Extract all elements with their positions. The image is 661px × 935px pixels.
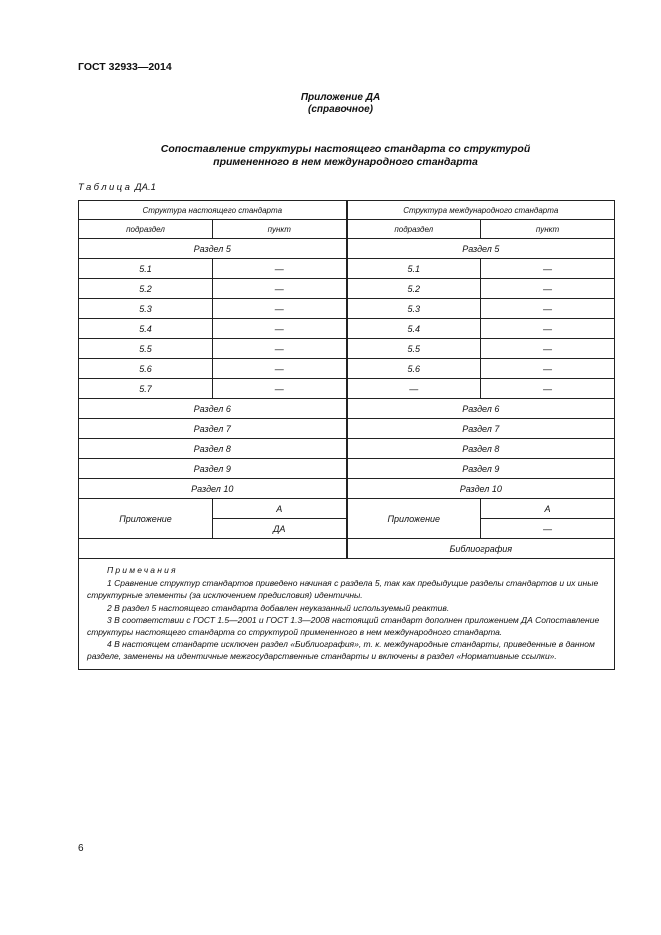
table-cell: А xyxy=(213,499,347,519)
table-cell: — xyxy=(213,299,347,319)
table-header-row xyxy=(79,201,615,220)
table-cell: — xyxy=(481,379,615,399)
table-cell: 5.3 xyxy=(79,299,213,319)
table-cell: — xyxy=(213,339,347,359)
table-cell: Раздел 6 xyxy=(347,399,615,419)
annex-title xyxy=(0,92,661,116)
subcol-subsection: подраздел xyxy=(79,220,213,239)
appendix-label-right: Приложение xyxy=(347,499,481,539)
title-line-1: Сопоставление структуры настоящего стандарта со структурой xyxy=(160,143,531,155)
comparison-table xyxy=(78,200,615,670)
table-cell: 5.2 xyxy=(79,279,213,299)
table-cell: — xyxy=(213,379,347,399)
col-group-international: Структура международного стандарта xyxy=(347,201,615,220)
note-item: 4 В настоящем стандарте исключен раздел «Библиография», т. к. международные стандарты, приведенные в данном разделе, заменены на идентичные межгосударственные стандарты и включены в раздел «Нормативные ссылки». xyxy=(87,639,595,662)
note-item: 1 Сравнение структур стандартов приведено начиная с раздела 5, так как предыдущие разделы стандартов и их иные структурные элементы (за исключением предисловия) идентичны. xyxy=(87,578,599,601)
table-row xyxy=(79,319,615,339)
table-cell: — xyxy=(481,319,615,339)
title-line-2: примененного в нем международного стандарта xyxy=(213,156,478,168)
table-row xyxy=(79,339,615,359)
notes-heading: Примечания xyxy=(107,565,178,575)
table-cell: Раздел 10 xyxy=(79,479,347,499)
table-caption xyxy=(78,182,156,193)
table-cell: — xyxy=(481,339,615,359)
table-row-section-5 xyxy=(79,239,615,259)
table-row-appendix xyxy=(79,499,615,519)
note-item: 2 В раздел 5 настоящего стандарта добавлен неуказанный используемый реактив. xyxy=(107,602,450,613)
table-cell: Раздел 10 xyxy=(347,479,615,499)
table-cell: 5.4 xyxy=(347,319,481,339)
table-cell: — xyxy=(213,359,347,379)
table-row-bibliography xyxy=(79,539,615,559)
table-cell: 5.1 xyxy=(347,259,481,279)
table-caption-word: Таблица xyxy=(78,182,133,193)
table-row xyxy=(79,359,615,379)
table-row-section xyxy=(79,439,615,459)
subcol-clause: пункт xyxy=(213,220,347,239)
page-number: 6 xyxy=(78,843,84,854)
table-cell: Библиография xyxy=(347,539,615,559)
document-header: ГОСТ 32933—2014 xyxy=(78,61,172,73)
table-cell: Раздел 6 xyxy=(79,399,347,419)
table-cell: — xyxy=(213,319,347,339)
table-row-section xyxy=(79,399,615,419)
table-cell: — xyxy=(481,259,615,279)
table-cell: — xyxy=(347,379,481,399)
table-cell: — xyxy=(481,279,615,299)
table-cell: 5.6 xyxy=(347,359,481,379)
table-cell: ДА xyxy=(213,519,347,539)
table-row xyxy=(79,259,615,279)
table-cell: Раздел 5 xyxy=(79,239,347,259)
table-cell: 5.5 xyxy=(79,339,213,359)
table-subheader-row xyxy=(79,220,615,239)
table-cell: 5.4 xyxy=(79,319,213,339)
table-cell: 5.5 xyxy=(347,339,481,359)
table-row xyxy=(79,379,615,399)
table-row-section xyxy=(79,479,615,499)
table-cell: А xyxy=(481,499,615,519)
annex-name: Приложение ДА xyxy=(300,92,381,103)
table-row xyxy=(79,279,615,299)
table-cell: Раздел 5 xyxy=(347,239,615,259)
table-row-section xyxy=(79,419,615,439)
table-cell: 5.6 xyxy=(79,359,213,379)
subcol-clause: пункт xyxy=(481,220,615,239)
table-cell: 5.3 xyxy=(347,299,481,319)
table-cell: 5.1 xyxy=(79,259,213,279)
notes-cell xyxy=(79,559,615,670)
table-notes-row xyxy=(79,559,615,670)
table-cell: — xyxy=(213,259,347,279)
table-cell: 5.2 xyxy=(347,279,481,299)
table-cell: — xyxy=(481,519,615,539)
table-cell: Раздел 8 xyxy=(347,439,615,459)
table-cell: Раздел 8 xyxy=(79,439,347,459)
table-cell: — xyxy=(481,359,615,379)
table-row-section xyxy=(79,459,615,479)
page-title xyxy=(0,143,661,169)
table-cell: Раздел 9 xyxy=(347,459,615,479)
table-cell: 5.7 xyxy=(79,379,213,399)
annex-type: (справочное) xyxy=(308,104,373,115)
col-group-current: Структура настоящего стандарта xyxy=(79,201,347,220)
table-cell: Раздел 7 xyxy=(79,419,347,439)
table-cell: Раздел 9 xyxy=(79,459,347,479)
table-caption-id: ДА.1 xyxy=(134,182,156,193)
table-cell: — xyxy=(481,299,615,319)
table-row xyxy=(79,299,615,319)
subcol-subsection: подраздел xyxy=(347,220,481,239)
appendix-label-left: Приложение xyxy=(79,499,213,539)
table-cell: Раздел 7 xyxy=(347,419,615,439)
table-cell: — xyxy=(213,279,347,299)
note-item: 3 В соответствии с ГОСТ 1.5—2001 и ГОСТ 1.3—2008 настоящий стандарт дополнен приложением ДА Сопоставление структуры настоящего стандарта со структурой примененного в нем международного стандарта. xyxy=(87,614,600,638)
table-cell xyxy=(79,539,347,559)
